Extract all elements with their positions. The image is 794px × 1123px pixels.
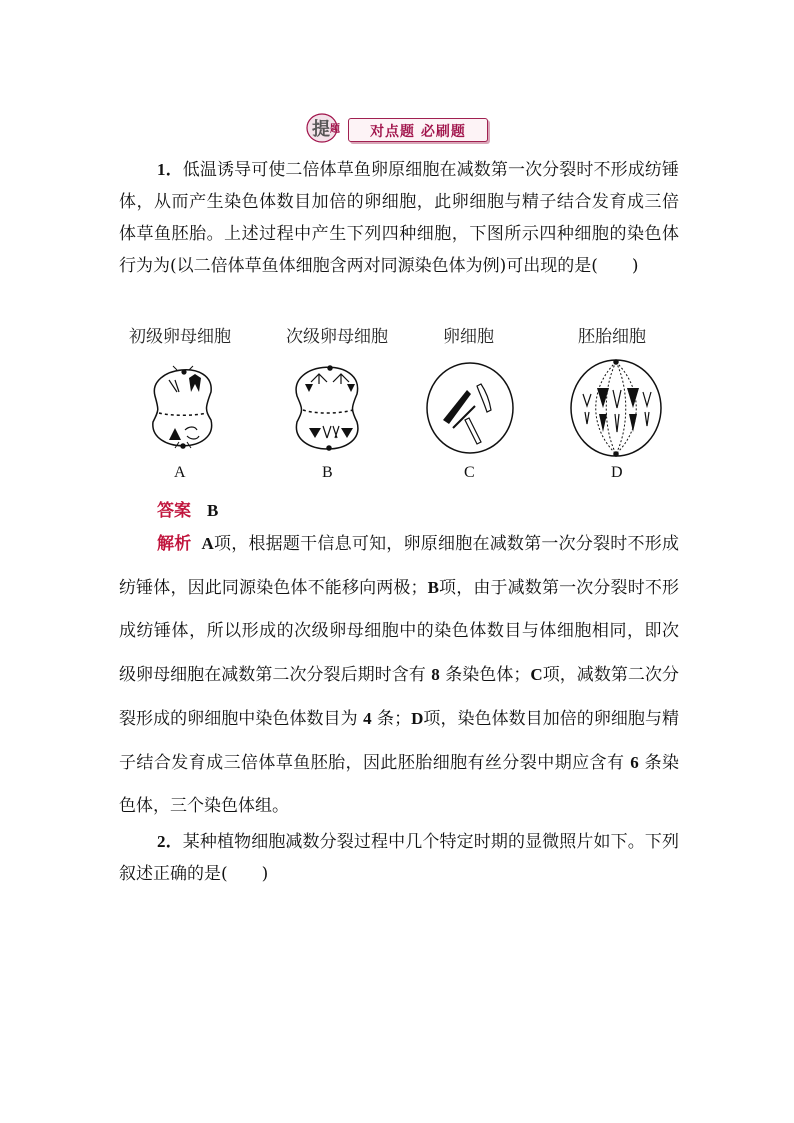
svg-text:提: 提: [312, 119, 330, 140]
analysis-d-letter: D: [411, 709, 424, 728]
banner-title-box: [348, 118, 488, 142]
cell-b-diagram: [296, 366, 358, 450]
analysis-a-letter: A: [201, 534, 214, 553]
analysis-c-num: 4: [363, 709, 372, 728]
analysis-b-letter: B: [427, 578, 439, 597]
analysis-b-text: 项，由于减数第一次分裂时不形成纺锤体，所以形成的次级卵母细胞中的染色体数目与体细胞相同，即次级卵母细胞在减数第二次分裂后期时含有: [119, 578, 680, 685]
option-letter-d: D: [611, 464, 623, 481]
analysis-c-tail: 条；: [377, 709, 412, 729]
question-2-text: 某种植物细胞减数分裂过程中几个特定时期的显微照片如下。下列叙述正确的是( ): [119, 832, 679, 884]
analysis-paragraph: [119, 522, 679, 828]
cell-label-c: 卵细胞: [443, 327, 494, 347]
answer-tag: 答案: [157, 501, 191, 521]
analysis-c-text: 项，减数第二次分裂形成的卵细胞中染色体数目为: [119, 665, 680, 729]
cell-a-diagram: [153, 366, 212, 448]
question-1-number: 1．: [157, 160, 183, 179]
banner-badge-icon: [306, 112, 346, 144]
question-2-number: 2．: [157, 832, 183, 851]
cell-diagrams: [119, 318, 675, 490]
option-letter-a: A: [174, 464, 186, 481]
cell-label-a: 初级卵母细胞: [129, 327, 231, 347]
analysis-a-text: 项，根据题干信息可知，卵原细胞在减数第一次分裂时不形成纺锤体，因此同源染色体不能移向两极；: [119, 534, 680, 598]
banner-title: 对点题 必刷题: [370, 124, 466, 140]
cell-c-diagram: [427, 363, 513, 453]
analysis-b-num: 8: [431, 665, 440, 684]
analysis-c-letter: C: [530, 665, 543, 684]
analysis-d-num: 6: [630, 753, 639, 772]
analysis-tag: 解析: [157, 534, 192, 554]
cell-label-d: 胚胎细胞: [578, 327, 646, 347]
analysis-b-tail: 条染色体；: [445, 665, 531, 685]
cell-division-figure: [119, 318, 675, 490]
question-1: [119, 154, 679, 282]
answer-line: [157, 496, 218, 521]
option-letter-c: C: [464, 464, 475, 481]
question-1-text: 低温诱导可使二倍体草鱼卵原细胞在减数第一次分裂时不形成纺锤体，从而产生染色体数目加倍的卵细胞，此卵细胞与精子结合发育成三倍体草鱼胚胎。上述过程中产生下列四种细胞，下图所示四种细胞的染色体行为为(以二倍体草鱼体细胞含两对同源染色体为例)可出现的是( ): [119, 160, 679, 276]
analysis-d-tail: 条染色体，三个染色体组。: [119, 753, 680, 816]
cell-d-diagram: [571, 360, 661, 456]
section-banner: [306, 112, 486, 144]
svg-text:题: 题: [330, 124, 340, 135]
option-letter-b: B: [322, 464, 333, 481]
question-2: [119, 826, 679, 890]
analysis-d-text: 项，染色体数目加倍的卵细胞与精子结合发育成三倍体草鱼胚胎，因此胚胎细胞有丝分裂中期应含有: [119, 709, 680, 773]
cell-label-b: 次级卵母细胞: [286, 327, 388, 347]
answer-value: B: [207, 501, 219, 520]
